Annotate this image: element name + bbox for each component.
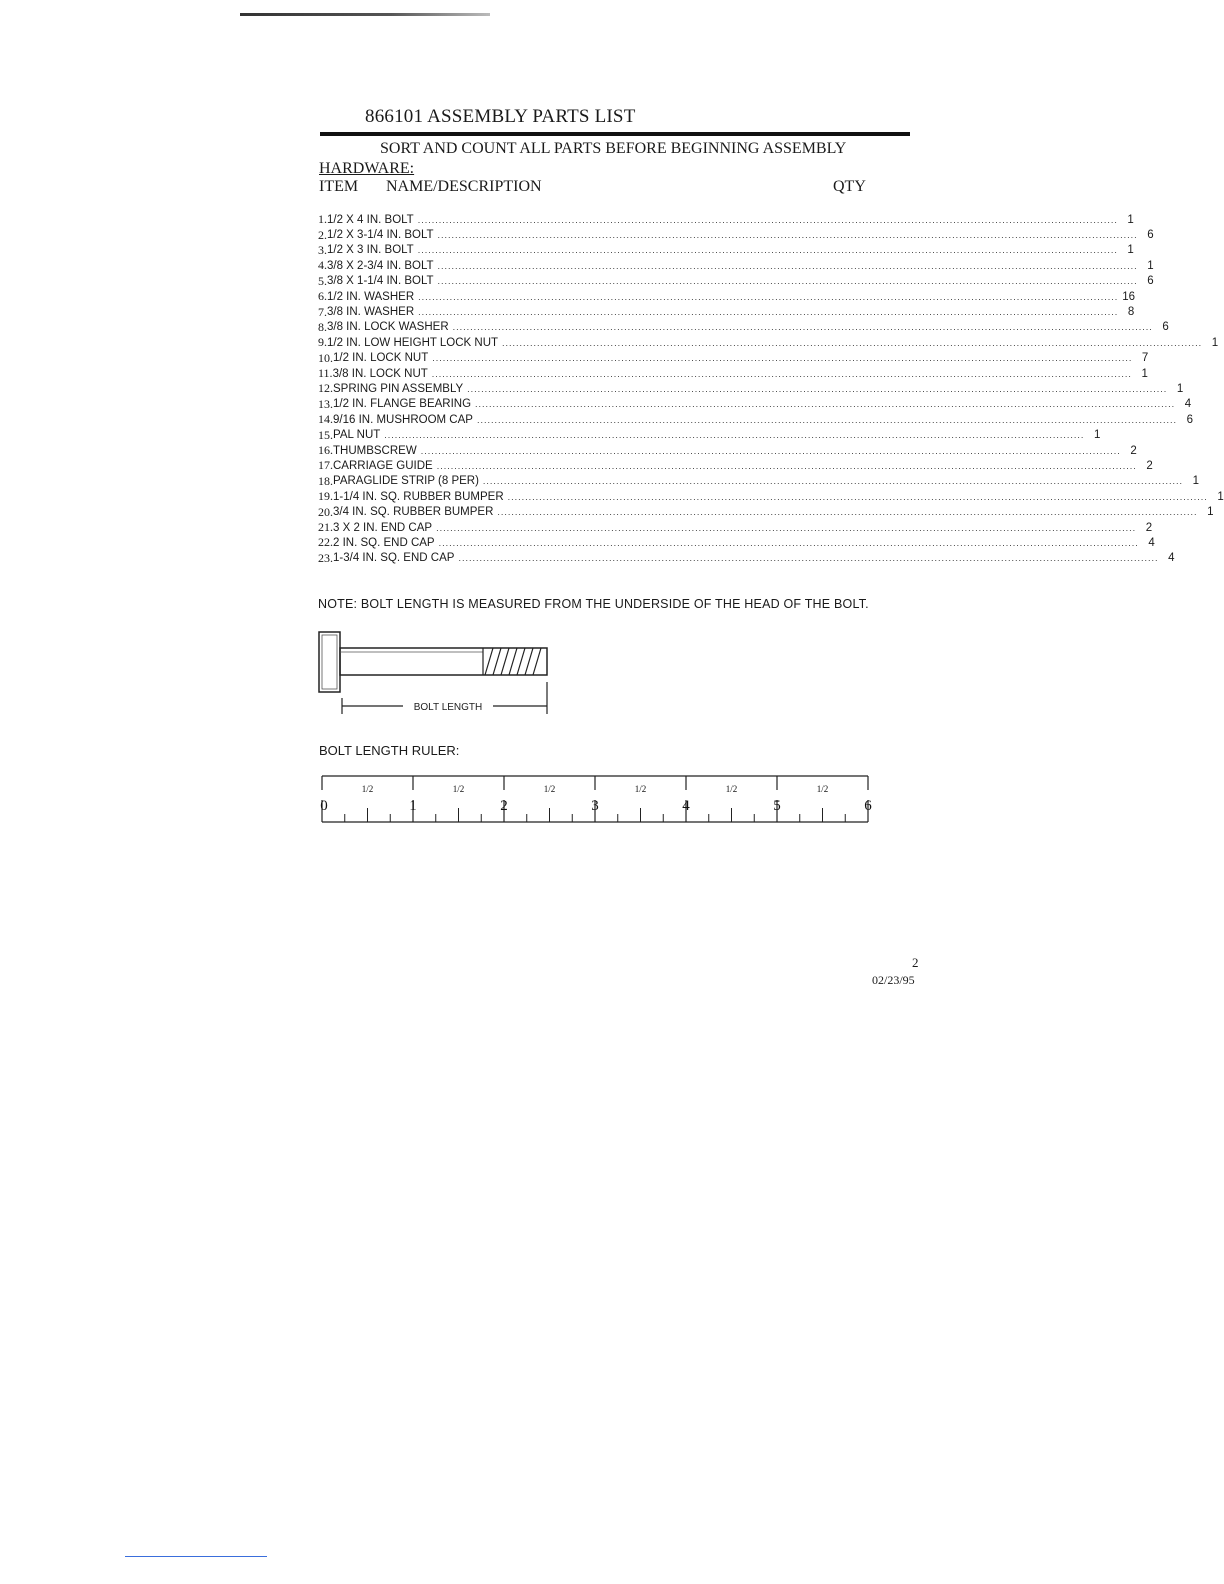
parts-row <box>318 381 1184 396</box>
leader-dots: ........................................................................................................................................................................................................ <box>384 430 1085 441</box>
title-rule <box>320 132 910 136</box>
item-number: 20. <box>318 504 333 519</box>
item-description: 3/8 IN. LOCK WASHER <box>327 321 449 334</box>
page-title: 866101 ASSEMBLY PARTS LIST <box>365 106 636 127</box>
ruler-half-label: 1/2 <box>543 784 556 794</box>
parts-row <box>318 335 1219 350</box>
item-description: CARRIAGE GUIDE <box>333 459 433 472</box>
leader-dots: ........................................................................................................................................................................................................ <box>417 245 1118 256</box>
item-description: 1/2 X 3-1/4 IN. BOLT <box>327 229 434 242</box>
item-number: 6. <box>318 289 327 304</box>
item-quantity: 1 <box>1094 429 1101 442</box>
item-quantity: 2 <box>1146 459 1153 472</box>
parts-row <box>318 227 1154 242</box>
parts-row <box>318 473 1200 489</box>
item-description: 1/2 IN. LOCK NUT <box>333 352 429 365</box>
item-number: 23. <box>318 550 333 565</box>
item-quantity: 4 <box>1148 536 1155 549</box>
parts-row <box>318 504 1214 519</box>
parts-row <box>318 289 1136 304</box>
item-quantity: 4 <box>1184 398 1192 411</box>
parts-row <box>318 273 1154 289</box>
column-header-name: NAME/DESCRIPTION <box>386 178 542 195</box>
section-heading-hardware: HARDWARE: <box>319 160 415 177</box>
parts-row <box>318 396 1192 412</box>
leader-dots: ........................................................................................................................................................................................................ <box>437 260 1138 271</box>
bolt-length-ruler <box>318 772 878 828</box>
item-quantity: 1 <box>1141 367 1148 380</box>
item-quantity: 1 <box>1211 336 1219 349</box>
leader-dots: ........................................................................................................................................................................................................ <box>436 522 1137 533</box>
ruler-number: 0 <box>320 798 328 814</box>
leader-dots: ........................................................................................................................................................................................................ <box>458 553 1159 564</box>
leader-dots: ........................................................................................................................................................................................................ <box>475 399 1176 410</box>
bolt-length-note: NOTE: BOLT LENGTH IS MEASURED FROM THE UNDERSIDE OF THE HEAD OF THE BOLT. <box>318 597 869 611</box>
ruler-half-label: 1/2 <box>816 784 829 794</box>
bolt-length-label: BOLT LENGTH <box>413 702 483 713</box>
item-description: SPRING PIN ASSEMBLY <box>333 382 464 395</box>
item-number: 15. <box>318 427 333 442</box>
item-number: 19. <box>318 489 333 504</box>
item-quantity: 1 <box>1176 382 1184 395</box>
item-description: 1/2 X 3 IN. BOLT <box>327 244 414 257</box>
parts-row <box>318 535 1155 550</box>
item-number: 18. <box>318 473 333 488</box>
item-number: 1. <box>318 212 327 227</box>
leader-dots: ........................................................................................................................................................................................................ <box>420 445 1121 456</box>
item-description: 3/8 X 1-1/4 IN. BOLT <box>327 275 434 288</box>
leader-dots: ........................................................................................................................................................................................................ <box>497 507 1198 518</box>
item-number: 11. <box>318 366 333 381</box>
item-number: 2. <box>318 227 327 242</box>
column-header-qty: QTY <box>833 178 866 195</box>
leader-dots: ........................................................................................................................................................................................................ <box>438 537 1139 548</box>
leader-dots: ........................................................................................................................................................................................................ <box>502 337 1203 348</box>
item-description: 3 X 2 IN. END CAP <box>333 521 433 534</box>
parts-row <box>318 258 1154 273</box>
item-description: 1-1/4 IN. SQ. RUBBER BUMPER <box>333 490 504 503</box>
item-description: 3/8 IN. LOCK NUT <box>332 367 428 380</box>
item-quantity: 6 <box>1147 275 1154 288</box>
item-description: 3/8 X 2-3/4 IN. BOLT <box>327 259 434 272</box>
item-number: 16. <box>318 443 333 458</box>
item-number: 7. <box>318 304 327 319</box>
leader-dots: ........................................................................................................................................................................................................ <box>482 476 1184 487</box>
page-number: 2 <box>912 955 919 970</box>
item-quantity: 1 <box>1192 475 1200 488</box>
scan-link-underline <box>125 1556 267 1557</box>
item-quantity: 7 <box>1141 352 1149 365</box>
parts-row <box>318 304 1135 319</box>
bolt-threads <box>483 648 541 675</box>
scan-artifact-line <box>240 13 490 16</box>
item-quantity: 2 <box>1130 444 1137 457</box>
column-header-item: ITEM <box>319 178 359 195</box>
ruler-number: 5 <box>773 798 781 814</box>
parts-row <box>318 366 1148 381</box>
ruler-number: 3 <box>591 798 599 814</box>
item-description: 3/8 IN. WASHER <box>327 306 415 319</box>
parts-row <box>318 212 1134 227</box>
leader-dots: ........................................................................................................................................................................................................ <box>418 291 1119 302</box>
item-quantity: 1 <box>1127 213 1134 226</box>
item-description: 1/2 IN. LOW HEIGHT LOCK NUT <box>327 336 499 349</box>
parts-row <box>318 427 1101 442</box>
item-description: PARAGLIDE STRIP (8 PER) <box>333 475 479 488</box>
leader-dots: ........................................................................................................................................................................................................ <box>437 230 1138 241</box>
item-description: 3/4 IN. SQ. RUBBER BUMPER <box>333 506 494 519</box>
leader-dots: ........................................................................................................................................................................................................ <box>431 368 1132 379</box>
parts-row <box>318 319 1169 335</box>
leader-dots: ........................................................................................................................................................................................................ <box>437 276 1138 287</box>
item-number: 5. <box>318 273 327 288</box>
item-quantity: 8 <box>1127 306 1135 319</box>
leader-dots: ........................................................................................................................................................................................................ <box>418 307 1119 318</box>
item-number: 4. <box>318 258 327 273</box>
leader-dots: ........................................................................................................................................................................................................ <box>467 383 1168 394</box>
item-description: 1/2 IN. FLANGE BEARING <box>333 398 472 411</box>
item-number: 14. <box>318 412 333 427</box>
parts-row <box>318 550 1175 566</box>
item-number: 13. <box>318 396 333 411</box>
ruler-half-label: 1/2 <box>634 784 647 794</box>
parts-row <box>318 412 1194 427</box>
item-number: 21. <box>318 520 333 534</box>
item-quantity: 2 <box>1145 521 1153 534</box>
item-number: 3. <box>318 242 327 257</box>
parts-row <box>318 489 1224 504</box>
item-description: THUMBSCREW <box>333 444 417 457</box>
ruler-number: 4 <box>682 798 690 814</box>
leader-dots: ........................................................................................................................................................................................................ <box>417 214 1118 225</box>
leader-dots: ........................................................................................................................................................................................................ <box>436 460 1137 471</box>
ruler-number: 1 <box>409 798 417 814</box>
item-quantity: 4 <box>1168 552 1175 565</box>
ruler-number: 2 <box>500 798 508 814</box>
ruler-heading: BOLT LENGTH RULER: <box>319 743 460 758</box>
ruler-number: 6 <box>864 798 872 814</box>
parts-row <box>318 443 1137 458</box>
item-quantity: 6 <box>1162 321 1169 334</box>
ruler-half-label: 1/2 <box>725 784 738 794</box>
leader-dots: ........................................................................................................................................................................................................ <box>507 491 1208 502</box>
item-quantity: 6 <box>1186 413 1194 426</box>
item-number: 10. <box>318 350 333 365</box>
parts-row <box>318 350 1149 366</box>
sort-instruction: SORT AND COUNT ALL PARTS BEFORE BEGINNING ASSEMBLY <box>380 140 847 157</box>
ruler-half-label: 1/2 <box>361 784 374 794</box>
bolt-diagram <box>315 628 555 718</box>
item-quantity: 1 <box>1207 506 1214 519</box>
item-description: PAL NUT <box>333 429 381 442</box>
leader-dots: ........................................................................................................................................................................................................ <box>476 414 1178 425</box>
ruler-half-label: 1/2 <box>452 784 465 794</box>
revision-date: 02/23/95 <box>872 973 915 987</box>
item-description: 1/2 X 4 IN. BOLT <box>327 213 414 226</box>
item-quantity: 1 <box>1127 244 1134 257</box>
item-quantity: 16 <box>1122 290 1136 303</box>
parts-list <box>318 212 1224 566</box>
item-number: 12. <box>318 381 333 396</box>
item-number: 9. <box>318 335 327 350</box>
item-quantity: 6 <box>1147 229 1154 242</box>
item-quantity: 1 <box>1147 259 1154 272</box>
item-quantity: 1 <box>1217 490 1224 503</box>
leader-dots: ........................................................................................................................................................................................................ <box>432 353 1133 364</box>
parts-row <box>318 458 1153 473</box>
item-number: 22. <box>318 535 333 550</box>
leader-dots: ........................................................................................................................................................................................................ <box>452 322 1153 333</box>
item-description: 2 IN. SQ. END CAP <box>333 536 435 549</box>
item-description: 9/16 IN. MUSHROOM CAP <box>333 413 473 426</box>
parts-row <box>318 520 1153 535</box>
item-description: 1/2 IN. WASHER <box>327 290 415 303</box>
item-number: 8. <box>318 319 327 334</box>
item-description: 1-3/4 IN. SQ. END CAP <box>333 552 455 565</box>
parts-row <box>318 242 1134 258</box>
item-number: 17. <box>318 458 333 473</box>
